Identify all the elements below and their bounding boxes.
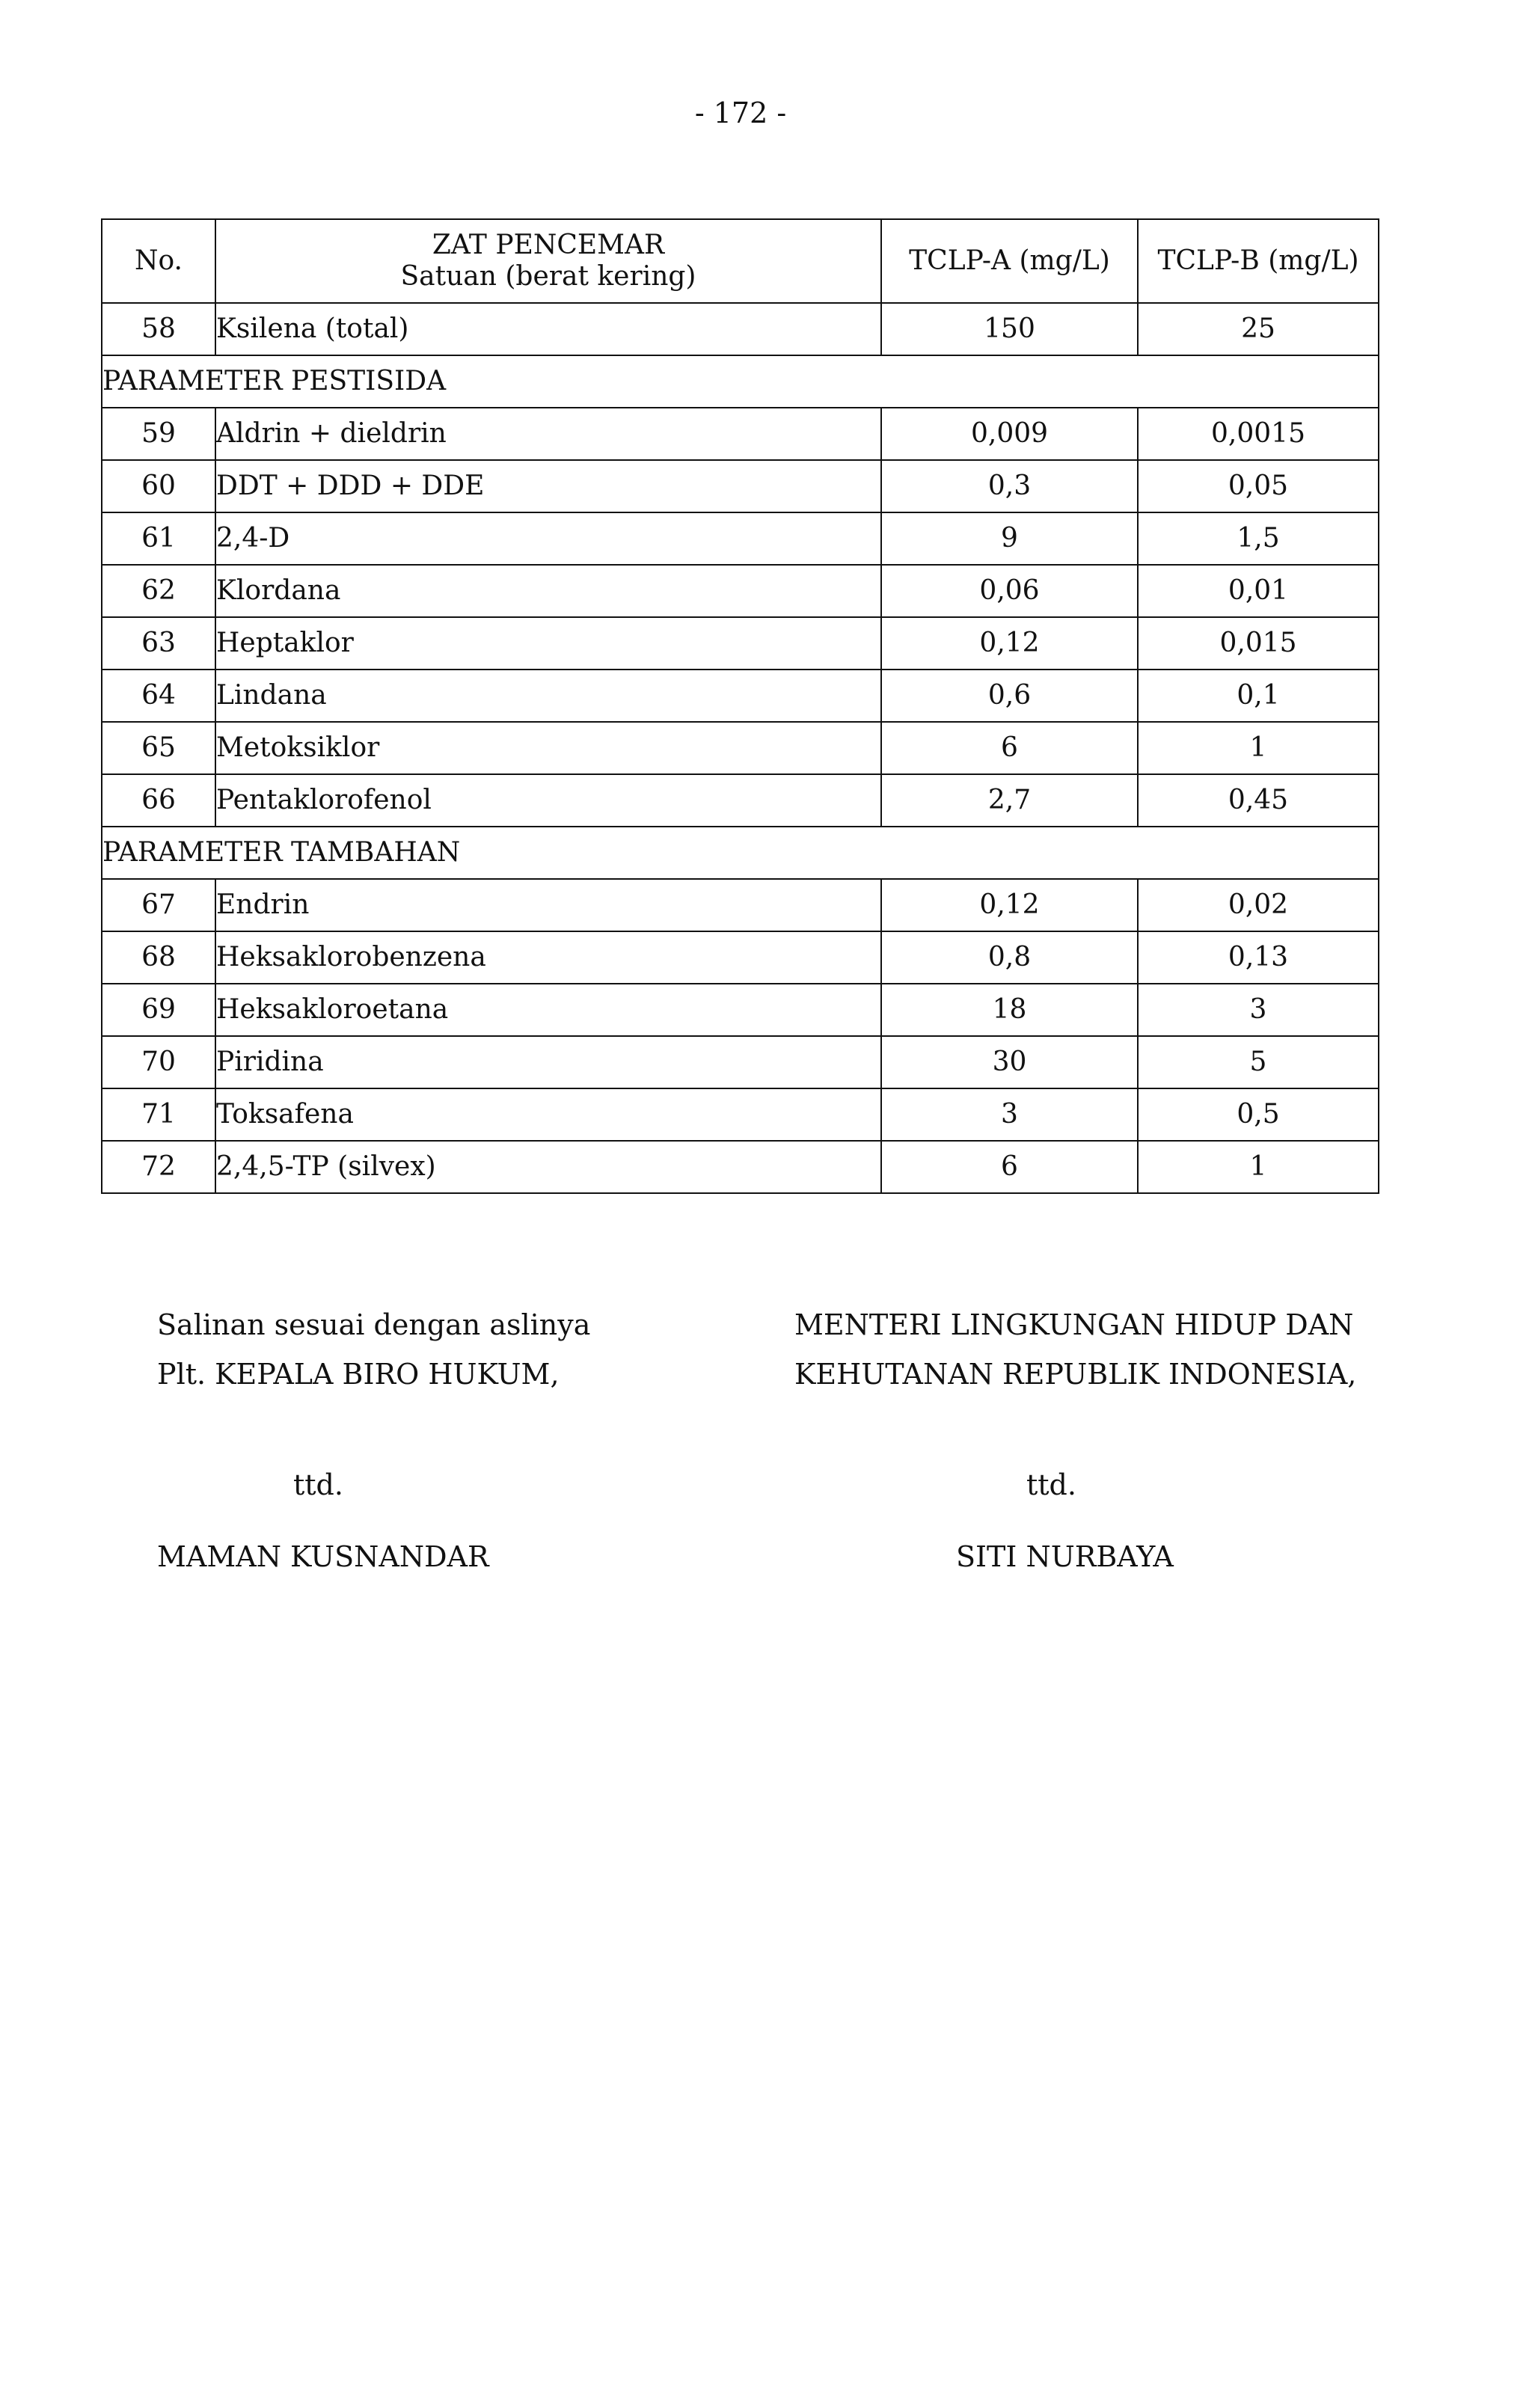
tclp-b-value: 5 (1138, 1036, 1379, 1088)
row-number: 72 (102, 1141, 215, 1193)
pollutant-name: Ksilena (total) (215, 303, 881, 355)
pollutant-name: Heptaklor (215, 617, 881, 670)
tclp-a-value: 150 (881, 303, 1138, 355)
pollutant-name: Endrin (215, 879, 881, 931)
pollutant-name: Pentaklorofenol (215, 774, 881, 827)
sig-left-line1: Salinan sesuai dengan aslinya (157, 1308, 591, 1341)
header-tclp-a: TCLP-A (mg/L) (881, 219, 1138, 303)
tclp-a-value: 2,7 (881, 774, 1138, 827)
pollutant-name: Aldrin + dieldrin (215, 408, 881, 460)
row-number: 63 (102, 617, 215, 670)
tclp-a-value: 30 (881, 1036, 1138, 1088)
pollutant-name: Piridina (215, 1036, 881, 1088)
row-number: 59 (102, 408, 215, 460)
tclp-b-value: 1 (1138, 1141, 1379, 1193)
pollutant-name: Lindana (215, 670, 881, 722)
header-no: No. (102, 219, 215, 303)
row-number: 64 (102, 670, 215, 722)
sig-right-line2: KEHUTANAN REPUBLIK INDONESIA, (794, 1358, 1357, 1391)
table-row (102, 1141, 1379, 1193)
tclp-a-value: 6 (881, 722, 1138, 774)
pollutant-name: 2,4-D (215, 512, 881, 565)
tclp-b-value: 0,13 (1138, 931, 1379, 984)
row-number: 68 (102, 931, 215, 984)
section-row (102, 827, 1379, 879)
tclp-b-value: 0,45 (1138, 774, 1379, 827)
table-header-row (102, 219, 1379, 303)
table-row (102, 512, 1379, 565)
row-number: 70 (102, 1036, 215, 1088)
row-number: 58 (102, 303, 215, 355)
page-number: - 172 - (694, 96, 787, 129)
table-section-pestisida (102, 355, 1379, 408)
pollutant-name: Heksaklorobenzena (215, 931, 881, 984)
table-row (102, 1088, 1379, 1141)
tclp-b-value: 0,05 (1138, 460, 1379, 512)
table-row (102, 460, 1379, 512)
tclp-b-value: 0,01 (1138, 565, 1379, 617)
tclp-a-value: 0,8 (881, 931, 1138, 984)
table-row (102, 670, 1379, 722)
pollutant-table (101, 218, 1379, 1194)
tclp-a-value: 0,06 (881, 565, 1138, 617)
table-row (102, 1036, 1379, 1088)
header-zat-pencemar (215, 219, 881, 303)
row-number: 61 (102, 512, 215, 565)
tclp-a-value: 6 (881, 1141, 1138, 1193)
pollutant-name: Toksafena (215, 1088, 881, 1141)
tclp-b-value: 0,0015 (1138, 408, 1379, 460)
header-zat-unit: Satuan (berat kering) (400, 261, 696, 292)
row-number: 60 (102, 460, 215, 512)
tclp-a-value: 9 (881, 512, 1138, 565)
table-section-tambahan (102, 827, 1379, 879)
table-body-pestisida (102, 408, 1379, 827)
table-row (102, 774, 1379, 827)
pollutant-name: Heksakloroetana (215, 984, 881, 1036)
row-number: 69 (102, 984, 215, 1036)
sig-right-line1: MENTERI LINGKUNGAN HIDUP DAN (794, 1308, 1354, 1341)
sig-left-name: MAMAN KUSNANDAR (157, 1540, 489, 1573)
pollutant-name: DDT + DDD + DDE (215, 460, 881, 512)
table-row (102, 303, 1379, 355)
sig-left-ttd: ttd. (293, 1468, 343, 1501)
table-row (102, 984, 1379, 1036)
table-row (102, 408, 1379, 460)
table-body-top (102, 303, 1379, 355)
tclp-a-value: 0,3 (881, 460, 1138, 512)
table-row (102, 565, 1379, 617)
sig-right-ttd: ttd. (1026, 1468, 1076, 1501)
pollutant-name: Klordana (215, 565, 881, 617)
tclp-a-value: 18 (881, 984, 1138, 1036)
header-tclp-b: TCLP-B (mg/L) (1138, 219, 1379, 303)
table-row (102, 722, 1379, 774)
tclp-b-value: 0,015 (1138, 617, 1379, 670)
header-zat-title: ZAT PENCEMAR (432, 230, 665, 260)
pollutant-name: Metoksiklor (215, 722, 881, 774)
section-title: PARAMETER TAMBAHAN (102, 827, 1379, 879)
tclp-b-value: 1 (1138, 722, 1379, 774)
sig-left-line2: Plt. KEPALA BIRO HUKUM, (157, 1358, 560, 1391)
tclp-b-value: 0,02 (1138, 879, 1379, 931)
row-number: 67 (102, 879, 215, 931)
section-row (102, 355, 1379, 408)
tclp-a-value: 0,6 (881, 670, 1138, 722)
table-row (102, 931, 1379, 984)
section-title: PARAMETER PESTISIDA (102, 355, 1379, 408)
tclp-b-value: 0,5 (1138, 1088, 1379, 1141)
row-number: 62 (102, 565, 215, 617)
tclp-a-value: 0,009 (881, 408, 1138, 460)
table-row (102, 879, 1379, 931)
tclp-b-value: 25 (1138, 303, 1379, 355)
row-number: 65 (102, 722, 215, 774)
tclp-b-value: 1,5 (1138, 512, 1379, 565)
row-number: 71 (102, 1088, 215, 1141)
table-row (102, 617, 1379, 670)
tclp-a-value: 3 (881, 1088, 1138, 1141)
sig-right-name: SITI NURBAYA (956, 1540, 1174, 1573)
tclp-a-value: 0,12 (881, 879, 1138, 931)
pollutant-name: 2,4,5-TP (silvex) (215, 1141, 881, 1193)
tclp-b-value: 0,1 (1138, 670, 1379, 722)
tclp-b-value: 3 (1138, 984, 1379, 1036)
tclp-a-value: 0,12 (881, 617, 1138, 670)
table-body-tambahan (102, 879, 1379, 1193)
row-number: 66 (102, 774, 215, 827)
